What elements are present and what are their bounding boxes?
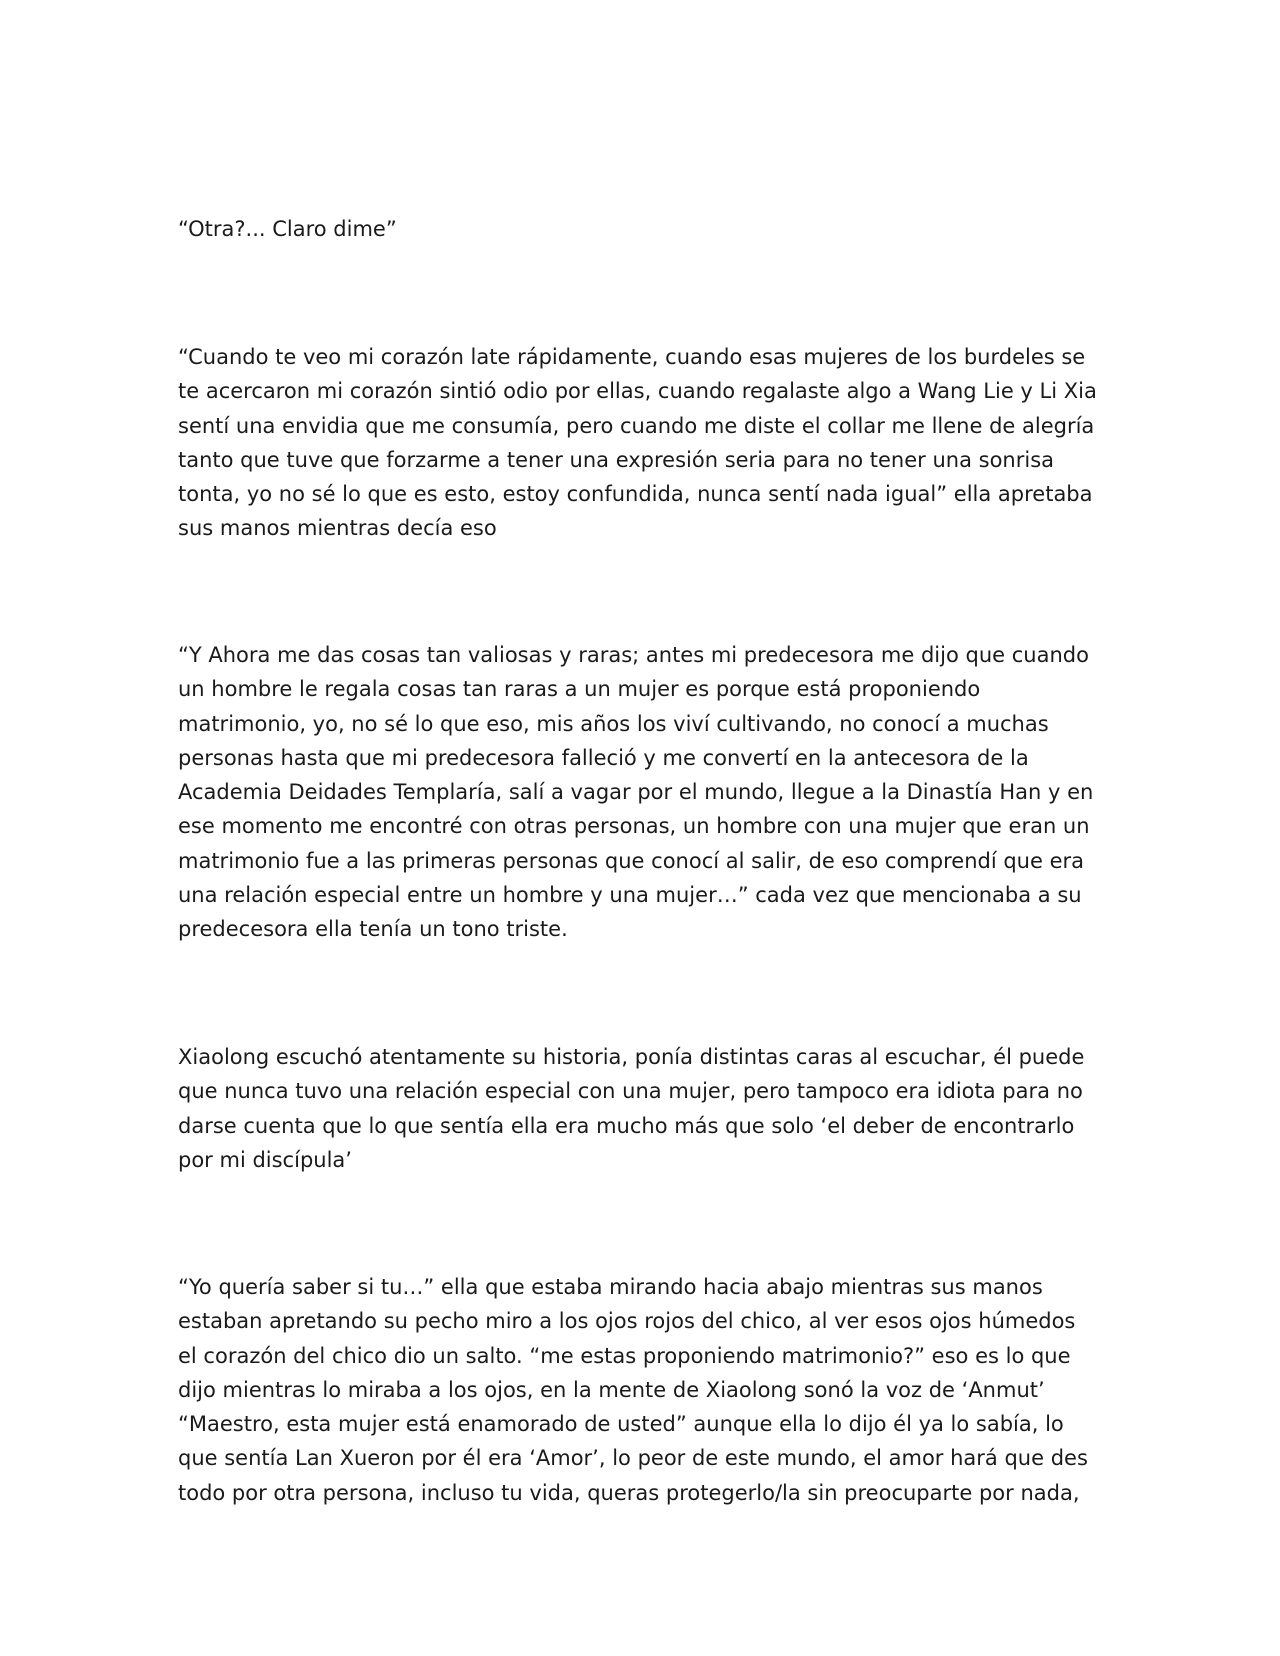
paragraph-5: “Yo quería saber si tu…” ella que estaba mirando hacia abajo mientras sus manos estaban apretando su pecho miro a los ojos rojos del chico, al ver esos ojos húmedos el corazón del chico dio un salto. “me estas proponiendo matrimonio?” eso es lo que dijo mientras lo miraba a los ojos, en la mente de Xiaolong sonó la voz de ‘Anmut’ “Maestro, esta mujer está enamorado de usted” aunque ella lo dijo él ya lo sabía, lo que sentía Lan Xueron por él era ‘Amor’, lo peor de este mundo, el amor hará que des todo por otra persona, incluso tu vida, queras protegerlo/la sin preocuparte por nada, <box>178 1275 1088 1505</box>
paragraph-4: Xiaolong escuchó atentamente su historia, ponía distintas caras al escuchar, él puede que nunca tuvo una relación especial con una mujer, pero tampoco era idiota para no darse cuenta que lo que sentía ella era mucho más que solo ‘el deber de encontrarlo por mi discípula’ <box>178 1045 1085 1172</box>
paragraph-1: “Otra?... Claro dime” <box>178 217 397 241</box>
paragraph-2: “Cuando te veo mi corazón late rápidamente, cuando esas mujeres de los burdeles se te acercaron mi corazón sintió odio por ellas, cuando regalaste algo a Wang Lie y Li Xia sentí una envidia que me consumía, pero cuando me diste el collar me llene de alegría tanto que tuve que forzarme a tener una expresión seria para no tener una sonrisa tonta, yo no sé lo que es esto, estoy confundida, nunca sentí nada igual” ella apretaba sus manos mientras decía eso <box>178 345 1097 541</box>
paragraph-3: “Y Ahora me das cosas tan valiosas y raras; antes mi predecesora me dijo que cuando un hombre le regala cosas tan raras a un mujer es porque está proponiendo matrimonio, yo, no sé lo que eso, mis años los viví cultivando, no conocí a muchas personas hasta que mi predecesora falleció y me convertí en la antecesora de la Academia Deidades Templaría, salí a vagar por el mundo, llegue a la Dinastía Han y en ese momento me encontré con otras personas, un hombre con una mujer que eran un matrimonio fue a las primeras personas que conocí al salir, de eso comprendí que era una relación especial entre un hombre y una mujer…” cada vez que mencionaba a su predecesora ella tenía un tono triste. <box>178 643 1094 942</box>
